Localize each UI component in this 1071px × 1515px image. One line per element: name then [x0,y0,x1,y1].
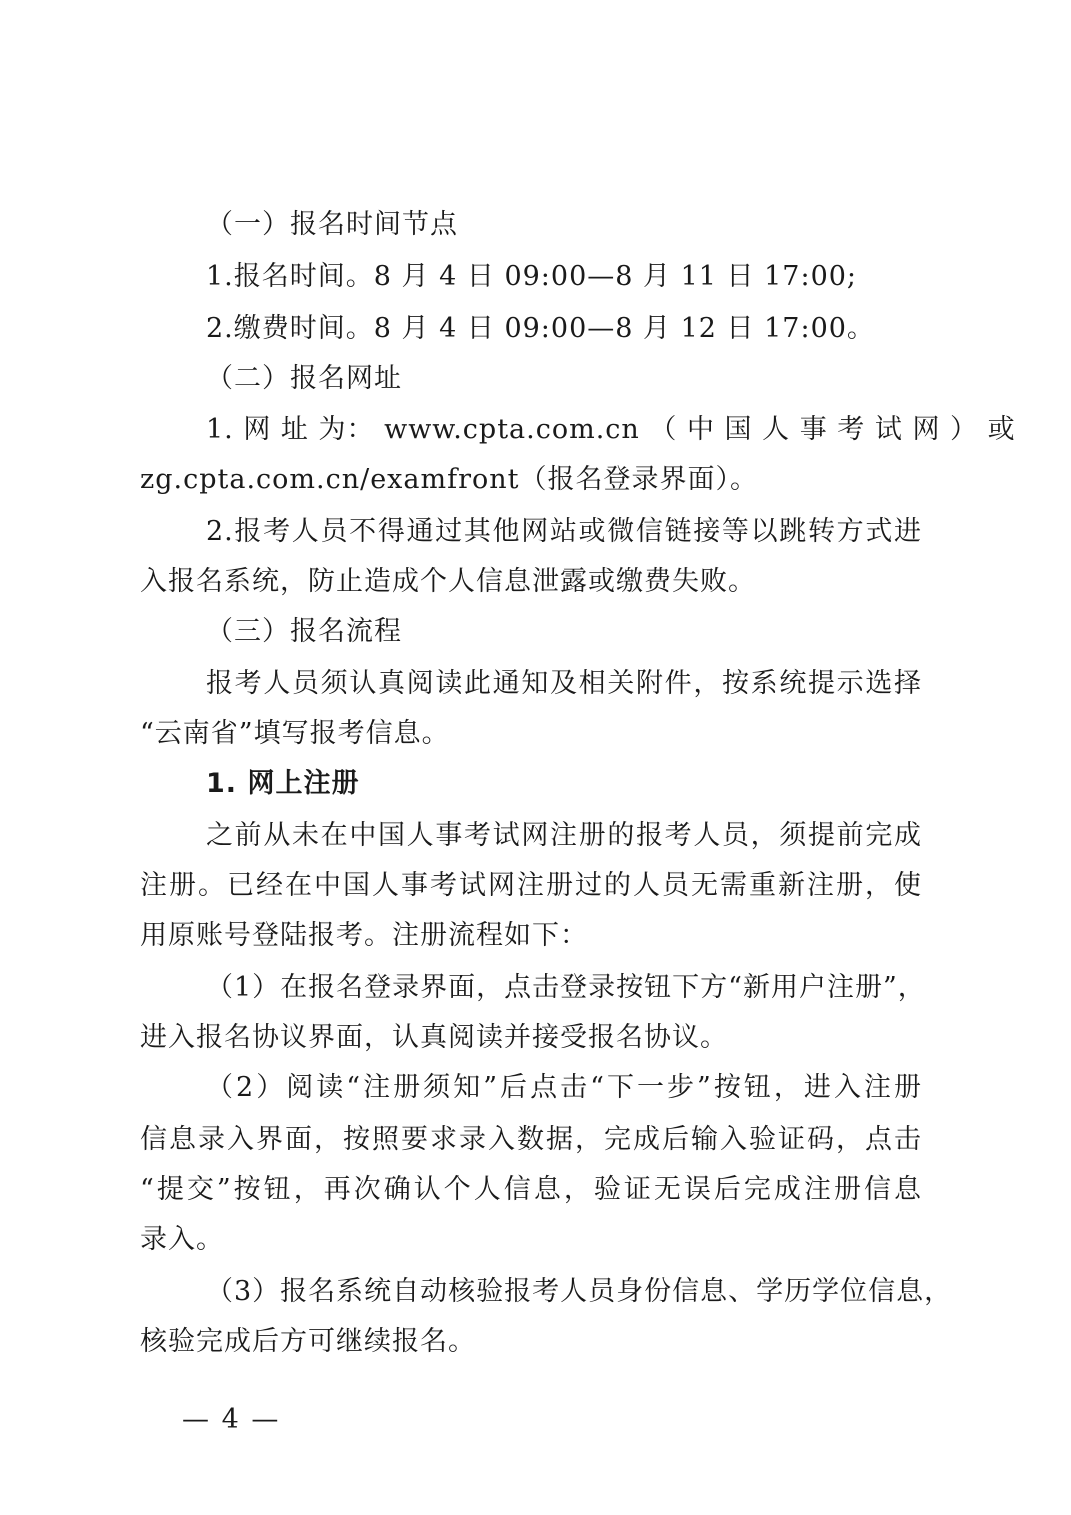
paragraph-warning-line-2: 入报名系统，防止造成个人信息泄露或缴费失败。 [140,566,756,597]
paragraph-online-registration-line-1: 之前从未在中国人事考试网注册的报考人员，须提前完成 [206,820,922,851]
step-3-line-1: （3）报名系统自动核验报考人员身份信息、学历学位信息， [206,1276,953,1307]
section-heading-registration-url: （二）报名网址 [206,363,402,394]
step-2-line-1: （2）阅读“注册须知”后点击“下一步”按钮，进入注册 [206,1072,922,1103]
paragraph-payment-time: 2.缴费时间。8 月 4 日 09:00—8 月 12 日 17:00。 [206,313,875,344]
paragraph-online-registration-line-2: 注册。已经在中国人事考试网注册过的人员无需重新注册，使 [140,870,922,901]
section-heading-registration-time: （一）报名时间节点 [206,209,458,240]
paragraph-process-line-1: 报考人员须认真阅读此通知及相关附件，按系统提示选择 [206,668,922,699]
paragraph-url-line-2: zg.cpta.com.cn/examfront（报名登录界面）。 [140,464,758,495]
paragraph-registration-time: 1.报名时间。8 月 4 日 09:00—8 月 11 日 17:00; [206,261,858,292]
section-heading-registration-process: （三）报名流程 [206,616,402,647]
step-1-line-2: 进入报名协议界面，认真阅读并接受报名协议。 [140,1022,728,1053]
paragraph-url-line-1: 1. 网 址 为： www.cpta.com.cn （ 中 国 人 事 考 试 网 ） 或 [206,414,1016,445]
step-2-line-2: 信息录入界面，按照要求录入数据，完成后输入验证码，点击 [140,1124,922,1155]
step-2-line-4: 录入。 [140,1224,224,1255]
paragraph-online-registration-line-3: 用原账号登陆报考。注册流程如下： [140,920,588,951]
step-1-line-1: （1）在报名登录界面，点击登录按钮下方“新用户注册”， [206,972,926,1003]
paragraph-process-line-2: “云南省”填写报考信息。 [140,718,450,749]
step-3-line-2: 核验完成后方可继续报名。 [140,1326,476,1357]
page-number: — 4 — [182,1404,281,1435]
paragraph-warning-line-1: 2.报考人员不得通过其他网站或微信链接等以跳转方式进 [206,516,922,547]
step-2-line-3: “提交”按钮，再次确认个人信息，验证无误后完成注册信息 [140,1174,922,1205]
subheading-online-registration: 1. 网上注册 [206,768,360,799]
